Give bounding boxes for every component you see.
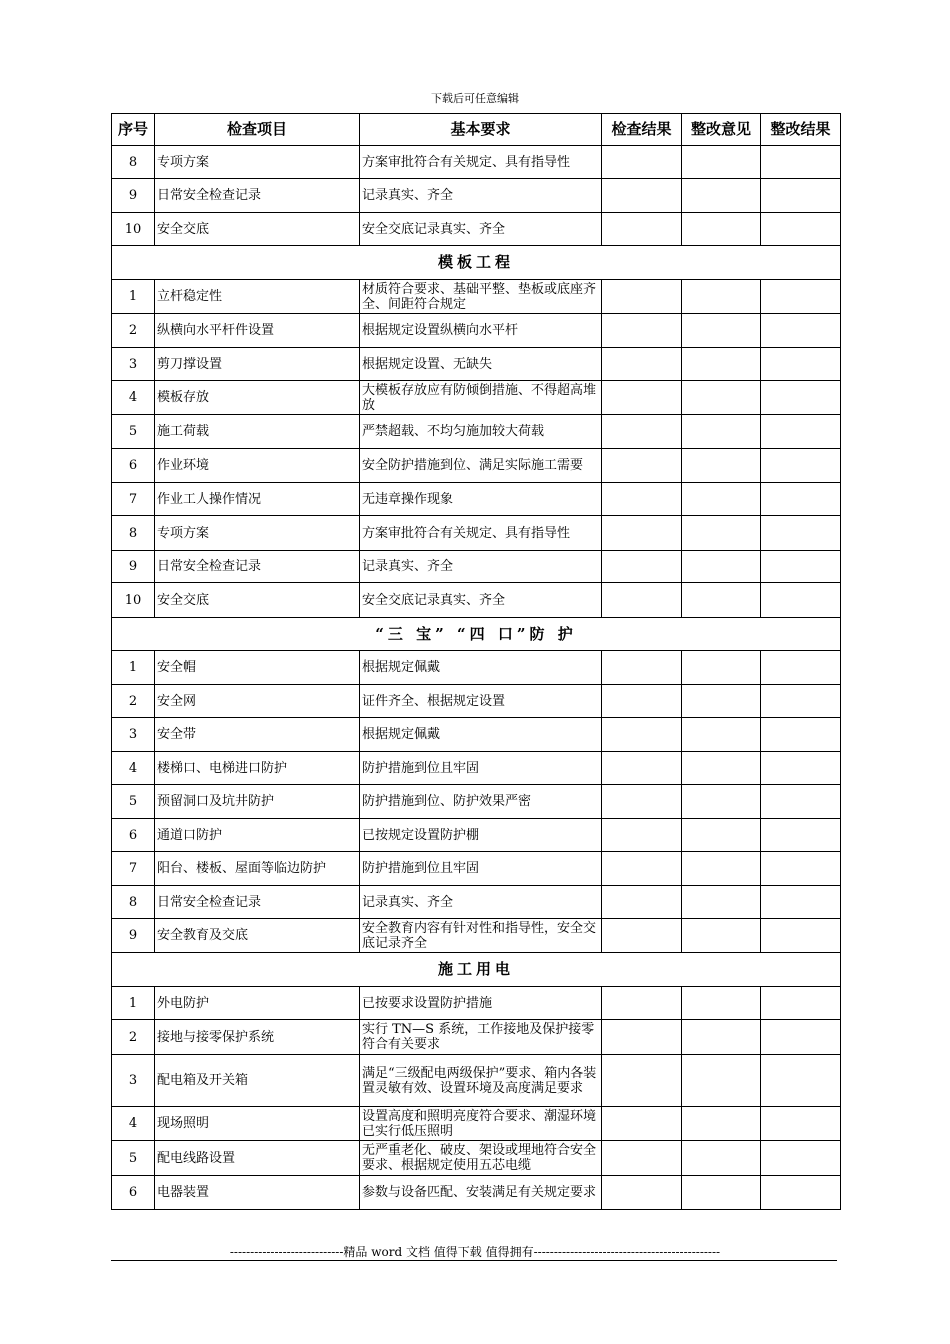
row-check-item: 现场照明	[155, 1107, 360, 1141]
result-cell[interactable]	[602, 348, 682, 381]
row-number: 9	[112, 551, 155, 583]
row-requirement: 记录真实、齐全	[360, 179, 602, 213]
row-number: 9	[112, 919, 155, 953]
table-row	[112, 314, 841, 348]
col-header-fix-result: 整改结果	[761, 114, 841, 146]
opinion-cell[interactable]	[682, 280, 761, 314]
row-number: 5	[112, 785, 155, 819]
opinion-cell[interactable]	[682, 685, 761, 718]
row-check-item: 施工荷载	[155, 415, 360, 449]
result-cell[interactable]	[602, 516, 682, 551]
table-row	[112, 381, 841, 415]
opinion-cell[interactable]	[682, 919, 761, 953]
table-row	[112, 483, 841, 516]
fix-result-cell[interactable]	[761, 179, 841, 213]
fix-result-cell[interactable]	[761, 987, 841, 1020]
row-number: 5	[112, 1141, 155, 1176]
table-row	[112, 146, 841, 179]
row-number: 4	[112, 752, 155, 785]
table-row	[112, 348, 841, 381]
row-requirement: 防护措施到位且牢固	[360, 852, 602, 886]
table-row	[112, 1176, 841, 1210]
table-row	[112, 415, 841, 449]
table-row	[112, 852, 841, 886]
row-requirement: 根据规定设置、无缺失	[360, 348, 602, 381]
fix-result-cell[interactable]	[761, 718, 841, 752]
fix-result-cell[interactable]	[761, 348, 841, 381]
result-cell[interactable]	[602, 987, 682, 1020]
result-cell[interactable]	[602, 583, 682, 618]
row-check-item: 日常安全检查记录	[155, 551, 360, 583]
opinion-cell[interactable]	[682, 651, 761, 685]
row-check-item: 通道口防护	[155, 819, 360, 852]
row-number: 8	[112, 516, 155, 551]
fix-result-cell[interactable]	[761, 483, 841, 516]
row-number: 6	[112, 819, 155, 852]
row-requirement: 记录真实、齐全	[360, 551, 602, 583]
row-requirement: 安全交底记录真实、齐全	[360, 583, 602, 618]
row-check-item: 安全交底	[155, 213, 360, 246]
result-cell[interactable]	[602, 551, 682, 583]
row-check-item: 专项方案	[155, 146, 360, 179]
fix-result-cell[interactable]	[761, 381, 841, 415]
section-row	[112, 953, 841, 987]
result-cell[interactable]	[602, 381, 682, 415]
table-row	[112, 886, 841, 919]
opinion-cell[interactable]	[682, 1141, 761, 1176]
row-check-item: 作业工人操作情况	[155, 483, 360, 516]
row-number: 10	[112, 213, 155, 246]
table-row	[112, 449, 841, 483]
fix-result-cell[interactable]	[761, 1020, 841, 1055]
opinion-cell[interactable]	[682, 1107, 761, 1141]
opinion-cell[interactable]	[682, 551, 761, 583]
fix-result-cell[interactable]	[761, 146, 841, 179]
row-check-item: 阳台、楼板、屋面等临边防护	[155, 852, 360, 886]
row-requirement: 方案审批符合有关规定、具有指导性	[360, 516, 602, 551]
fix-result-cell[interactable]	[761, 852, 841, 886]
fix-result-cell[interactable]	[761, 685, 841, 718]
fix-result-cell[interactable]	[761, 886, 841, 919]
opinion-cell[interactable]	[682, 583, 761, 618]
row-check-item: 安全交底	[155, 583, 360, 618]
row-check-item: 日常安全检查记录	[155, 179, 360, 213]
row-number: 3	[112, 718, 155, 752]
table-row	[112, 1055, 841, 1107]
opinion-cell[interactable]	[682, 1176, 761, 1210]
row-requirement: 根据规定佩戴	[360, 718, 602, 752]
fix-result-cell[interactable]	[761, 516, 841, 551]
row-requirement: 防护措施到位、防护效果严密	[360, 785, 602, 819]
row-requirement: 根据规定佩戴	[360, 651, 602, 685]
row-number: 2	[112, 1020, 155, 1055]
row-check-item: 安全教育及交底	[155, 919, 360, 953]
opinion-cell[interactable]	[682, 213, 761, 246]
row-number: 8	[112, 146, 155, 179]
row-check-item: 配电箱及开关箱	[155, 1055, 360, 1107]
table-row	[112, 213, 841, 246]
fix-result-cell[interactable]	[761, 314, 841, 348]
table-row	[112, 718, 841, 752]
row-requirement: 材质符合要求、基础平整、垫板或底座齐全、间距符合规定	[360, 280, 602, 314]
fix-result-cell[interactable]	[761, 280, 841, 314]
result-cell[interactable]	[602, 685, 682, 718]
result-cell[interactable]	[602, 449, 682, 483]
row-check-item: 外电防护	[155, 987, 360, 1020]
row-requirement: 无严重老化、破皮、架设或埋地符合安全要求、根据规定使用五芯电缆	[360, 1141, 602, 1176]
fix-result-cell[interactable]	[761, 449, 841, 483]
opinion-cell[interactable]	[682, 415, 761, 449]
row-requirement: 防护措施到位且牢固	[360, 752, 602, 785]
opinion-cell[interactable]	[682, 516, 761, 551]
col-header-requirement: 基本要求	[360, 114, 602, 146]
row-number: 1	[112, 280, 155, 314]
row-number: 3	[112, 1055, 155, 1107]
fix-result-cell[interactable]	[761, 819, 841, 852]
opinion-cell[interactable]	[682, 179, 761, 213]
opinion-cell[interactable]	[682, 886, 761, 919]
row-check-item: 日常安全检查记录	[155, 886, 360, 919]
opinion-cell[interactable]	[682, 449, 761, 483]
row-requirement: 安全交底记录真实、齐全	[360, 213, 602, 246]
row-number: 3	[112, 348, 155, 381]
opinion-cell[interactable]	[682, 987, 761, 1020]
col-header-opinion: 整改意见	[682, 114, 761, 146]
row-number: 6	[112, 449, 155, 483]
row-number: 4	[112, 381, 155, 415]
row-number: 9	[112, 179, 155, 213]
fix-result-cell[interactable]	[761, 1176, 841, 1210]
row-number: 5	[112, 415, 155, 449]
result-cell[interactable]	[602, 651, 682, 685]
row-requirement: 参数与设备匹配、安装满足有关规定要求	[360, 1176, 602, 1210]
fix-result-cell[interactable]	[761, 583, 841, 618]
table-row	[112, 752, 841, 785]
row-check-item: 楼梯口、电梯进口防护	[155, 752, 360, 785]
row-requirement: 实行 TN—S 系统，工作接地及保护接零符合有关要求	[360, 1020, 602, 1055]
row-number: 4	[112, 1107, 155, 1141]
table-header-row	[112, 114, 841, 146]
opinion-cell[interactable]	[682, 1020, 761, 1055]
row-requirement: 大模板存放应有防倾倒措施、不得超高堆放	[360, 381, 602, 415]
table-row	[112, 987, 841, 1020]
result-cell[interactable]	[602, 1055, 682, 1107]
result-cell[interactable]	[602, 483, 682, 516]
row-check-item: 预留洞口及坑井防护	[155, 785, 360, 819]
opinion-cell[interactable]	[682, 314, 761, 348]
result-cell[interactable]	[602, 280, 682, 314]
row-requirement: 根据规定设置纵横向水平杆	[360, 314, 602, 348]
result-cell[interactable]	[602, 179, 682, 213]
col-header-item: 检查项目	[155, 114, 360, 146]
section-title: 施工用电	[112, 953, 841, 987]
table-row	[112, 819, 841, 852]
result-cell[interactable]	[602, 886, 682, 919]
result-cell[interactable]	[602, 919, 682, 953]
result-cell[interactable]	[602, 314, 682, 348]
fix-result-cell[interactable]	[761, 919, 841, 953]
row-number: 10	[112, 583, 155, 618]
row-requirement: 严禁超载、不均匀施加较大荷载	[360, 415, 602, 449]
result-cell[interactable]	[602, 146, 682, 179]
row-requirement: 记录真实、齐全	[360, 886, 602, 919]
table-body	[112, 146, 841, 1210]
fix-result-cell[interactable]	[761, 1141, 841, 1176]
fix-result-cell[interactable]	[761, 551, 841, 583]
row-number: 2	[112, 685, 155, 718]
row-requirement: 安全防护措施到位、满足实际施工需要	[360, 449, 602, 483]
opinion-cell[interactable]	[682, 348, 761, 381]
row-requirement: 安全教育内容有针对性和指导性，安全交底记录齐全	[360, 919, 602, 953]
table-row	[112, 1020, 841, 1055]
table-row	[112, 685, 841, 718]
result-cell[interactable]	[602, 415, 682, 449]
table-row	[112, 1141, 841, 1176]
row-check-item: 安全帽	[155, 651, 360, 685]
inspection-table	[111, 113, 841, 1210]
row-check-item: 作业环境	[155, 449, 360, 483]
table-row	[112, 280, 841, 314]
row-check-item: 接地与接零保护系统	[155, 1020, 360, 1055]
fix-result-cell[interactable]	[761, 213, 841, 246]
row-number: 8	[112, 886, 155, 919]
result-cell[interactable]	[602, 752, 682, 785]
row-check-item: 安全带	[155, 718, 360, 752]
opinion-cell[interactable]	[682, 752, 761, 785]
result-cell[interactable]	[602, 819, 682, 852]
opinion-cell[interactable]	[682, 483, 761, 516]
row-number: 1	[112, 651, 155, 685]
result-cell[interactable]	[602, 785, 682, 819]
row-requirement: 无违章操作现象	[360, 483, 602, 516]
table-row	[112, 551, 841, 583]
result-cell[interactable]	[602, 1020, 682, 1055]
row-requirement: 已按要求设置防护措施	[360, 987, 602, 1020]
opinion-cell[interactable]	[682, 146, 761, 179]
row-check-item: 电器装置	[155, 1176, 360, 1210]
row-number: 7	[112, 483, 155, 516]
table-row	[112, 179, 841, 213]
table-row	[112, 919, 841, 953]
row-number: 1	[112, 987, 155, 1020]
result-cell[interactable]	[602, 718, 682, 752]
opinion-cell[interactable]	[682, 718, 761, 752]
row-number: 6	[112, 1176, 155, 1210]
table-row	[112, 516, 841, 551]
row-check-item: 专项方案	[155, 516, 360, 551]
table-row	[112, 785, 841, 819]
row-check-item: 纵横向水平杆件设置	[155, 314, 360, 348]
row-check-item: 配电线路设置	[155, 1141, 360, 1176]
row-check-item: 剪刀撑设置	[155, 348, 360, 381]
section-title: 模板工程	[112, 246, 841, 280]
opinion-cell[interactable]	[682, 381, 761, 415]
result-cell[interactable]	[602, 213, 682, 246]
result-cell[interactable]	[602, 1107, 682, 1141]
col-header-number: 序号	[112, 114, 155, 146]
row-requirement: 满足“三级配电两级保护”要求、箱内各装置灵敏有效、设置环境及高度满足要求	[360, 1055, 602, 1107]
opinion-cell[interactable]	[682, 1055, 761, 1107]
opinion-cell[interactable]	[682, 785, 761, 819]
section-title: “三 宝” “四 口”防 护	[112, 618, 841, 651]
result-cell[interactable]	[602, 1176, 682, 1210]
row-check-item: 立杆稳定性	[155, 280, 360, 314]
row-requirement: 证件齐全、根据规定设置	[360, 685, 602, 718]
row-check-item: 安全网	[155, 685, 360, 718]
section-row	[112, 246, 841, 280]
fix-result-cell[interactable]	[761, 651, 841, 685]
result-cell[interactable]	[602, 1141, 682, 1176]
footer-text: ----------------------------精品 word 文档 值得下载 值得拥有----------------------------------------------	[229, 1245, 721, 1259]
opinion-cell[interactable]	[682, 852, 761, 886]
fix-result-cell[interactable]	[761, 1107, 841, 1141]
row-requirement: 已按规定设置防护棚	[360, 819, 602, 852]
row-number: 7	[112, 852, 155, 886]
footer-rule	[111, 1260, 837, 1261]
fix-result-cell[interactable]	[761, 415, 841, 449]
table-row	[112, 1107, 841, 1141]
table-row	[112, 583, 841, 618]
header-note: 下载后可任意编辑	[431, 92, 519, 105]
result-cell[interactable]	[602, 852, 682, 886]
table-row	[112, 651, 841, 685]
col-header-result: 检查结果	[602, 114, 682, 146]
section-row	[112, 618, 841, 651]
row-requirement: 方案审批符合有关规定、具有指导性	[360, 146, 602, 179]
row-check-item: 模板存放	[155, 381, 360, 415]
fix-result-cell[interactable]	[761, 1055, 841, 1107]
fix-result-cell[interactable]	[761, 785, 841, 819]
row-number: 2	[112, 314, 155, 348]
opinion-cell[interactable]	[682, 819, 761, 852]
fix-result-cell[interactable]	[761, 752, 841, 785]
row-requirement: 设置高度和照明亮度符合要求、潮湿环境已实行低压照明	[360, 1107, 602, 1141]
